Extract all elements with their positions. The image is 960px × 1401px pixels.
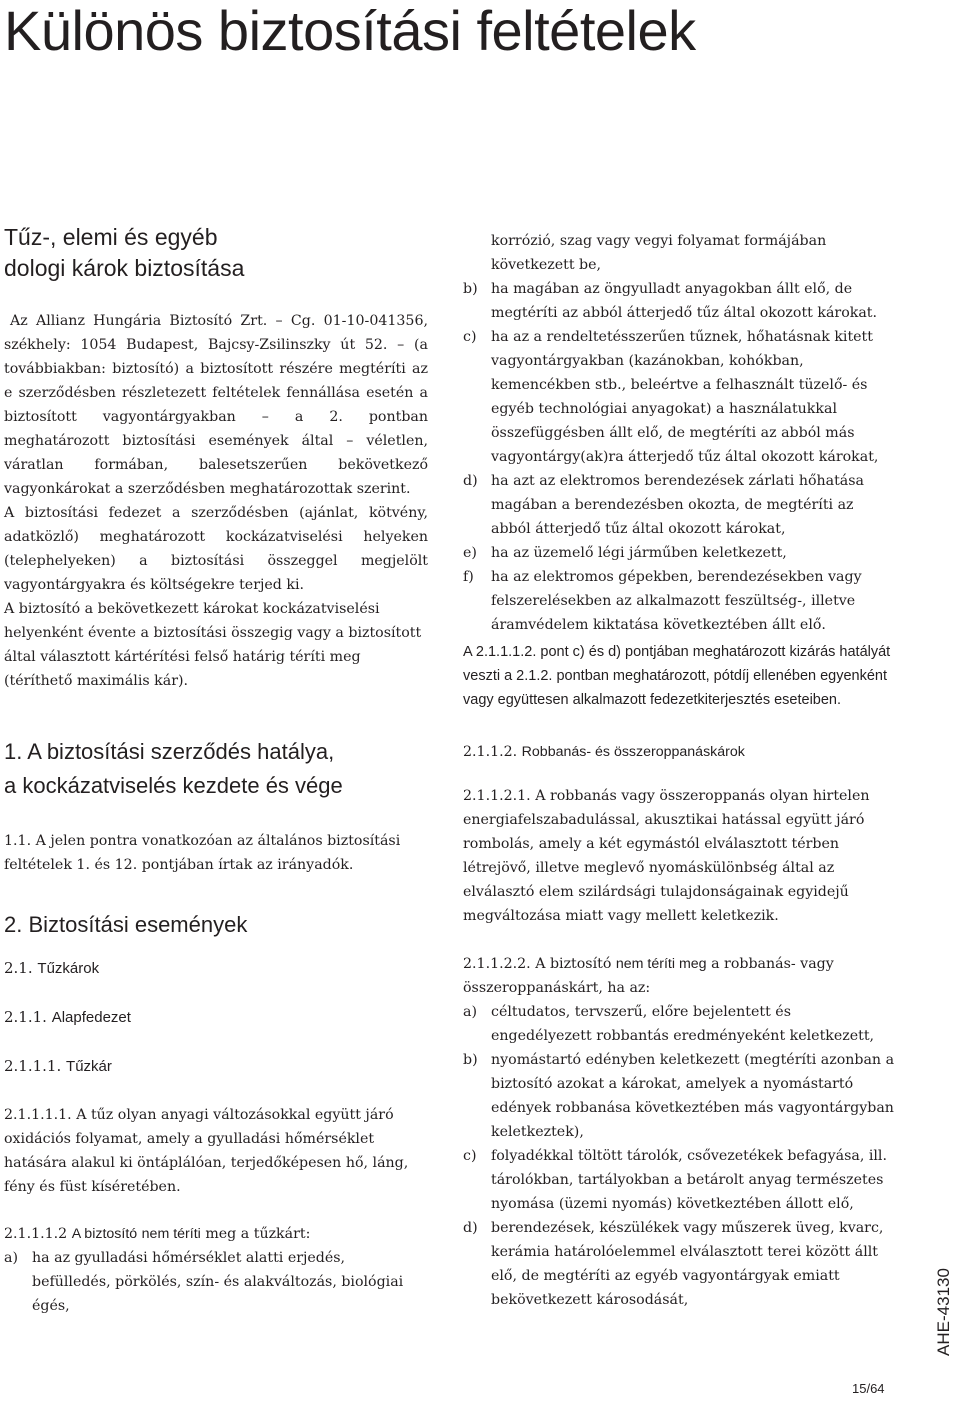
clause-2-1-1-2-1 bbox=[463, 784, 895, 928]
list-item-label: f) bbox=[463, 569, 474, 585]
list-item-text: nyomástartó edényben keletkezett (megtéríti azonban a biztosító azokat a károkat, amelyek a nyomástartó edények robbanása következtében más vagyontárgyban keletkeztek), bbox=[491, 1052, 895, 1140]
list-item bbox=[463, 469, 895, 541]
list-item-label: a) bbox=[4, 1250, 18, 1266]
clause-2-1-1-2-2-number: 2.1.1.2.2. bbox=[463, 956, 531, 972]
page-number: 15/64 bbox=[852, 1381, 885, 1396]
list-item bbox=[463, 277, 895, 325]
clause-2-1-1-1-2 bbox=[4, 1222, 428, 1246]
clause-2-1-1-2-1-text: A robbanás vagy összeroppanás olyan hirtelen energiafelszabadulással, akusztikai hatással együtt járó rombolás, amely a két egymástól elválasztott térben létrejövő, illetve meglevő nyomáskülönbség által az elválasztó elem szilárdsági tulajdonságainak egyidejű megváltozása miatt vagy mellett keletkezik. bbox=[463, 788, 870, 924]
list-item bbox=[463, 541, 895, 565]
clause-2-1-1-2-2 bbox=[463, 952, 895, 1000]
clause-2-1-1-2-1-number: 2.1.1.2.1. bbox=[463, 788, 531, 804]
document-code bbox=[930, 1262, 958, 1362]
section-title bbox=[4, 222, 428, 284]
section-title-line2: dologi károk biztosítása bbox=[4, 255, 245, 281]
clause-2-1-1-1-1 bbox=[4, 1103, 428, 1199]
clause-1-1: 1.1. A jelen pontra vonatkozóan az általános biztosítási feltételek 1. és 12. pontjában írtak az irányadók. bbox=[4, 833, 401, 873]
heading-2-1-1-2-title: Robbanás- és összeroppanáskárok bbox=[521, 744, 745, 760]
left-column bbox=[4, 222, 428, 1318]
list-item-text: céltudatos, tervszerű, előre bejelentett és engedélyezett robbantás eredményeként keletkezett, bbox=[491, 1004, 875, 1044]
intro-paragraph-1: Az Allianz Hungária Biztosító Zrt. – Cg. 01-10-041356, székhely: 1054 Budapest, Bajcsy-Zsilinszky út 52. – (a továbbiakban: biztosító) a biztosított részére megtéríti az e szerződésben részletezett feltételek fennállása esetén a biztosított vagyontárgyakban – a 2. pontban meghatározott biztosítási események által – véletlen, váratlan formában, balesetszerűen bekövetkező vagyonkárokat a szerződésben meghatározottak szerint. bbox=[4, 313, 428, 497]
list-item bbox=[463, 325, 895, 469]
clause-2-1-1-1-2-lead: A biztosító bbox=[71, 1226, 138, 1242]
heading-2-1-title: Tűzkárok bbox=[37, 960, 100, 977]
heading-2-1-1-1-number: 2.1.1.1. bbox=[4, 1057, 62, 1075]
explosion-exclusion-list bbox=[463, 1000, 895, 1312]
exclusion-note: A 2.1.1.1.2. pont c) és d) pontjában meghatározott kizárás hatályát veszti a 2.1.2. pontban meghatározott, pótdíj ellenében egyenként vagy együttesen alkalmazott fedezetkiterjesztés eseteiben. bbox=[463, 644, 891, 708]
list-item-label: d) bbox=[463, 473, 478, 489]
intro-paragraph-2: A biztosítási fedezet a szerződésben (ajánlat, kötvény, adatközlő) meghatározott kockázatviselési helyeken (telephelyeken) a biztosítási összeggel megjelölt vagyontárgyakra és költségekre terjed ki. bbox=[4, 505, 428, 593]
clause-2-1-1-2-2-lead: A biztosító bbox=[535, 956, 612, 972]
list-item-text: ha az elektromos gépekben, berendezésekben vagy felszerelésekben az alkalmazott feszültség-, illetve áramvédelem kiktatása következtében állt elő. bbox=[491, 569, 862, 633]
heading-1-line1: 1. A biztosítási szerződés hatálya, bbox=[4, 739, 335, 764]
document-code-text: AHE-43130 bbox=[934, 1268, 953, 1356]
list-item-text: ha az üzemelő légi járműben keletkezett, bbox=[491, 545, 787, 561]
heading-2-1 bbox=[4, 958, 428, 979]
clause-2-1-1-1-1-number: 2.1.1.1.1. bbox=[4, 1107, 72, 1123]
list-item bbox=[463, 1048, 895, 1144]
list-item-label: c) bbox=[463, 329, 477, 345]
heading-1 bbox=[4, 735, 428, 803]
list-item bbox=[463, 1144, 895, 1216]
continued-text: korrózió, szag vagy vegyi folyamat formájában következett be, bbox=[491, 233, 827, 273]
list-item bbox=[463, 1000, 895, 1048]
list-item-text: ha az gyulladási hőmérséklet alatti erjedés, befülledés, pörkölés, szín- és alakváltozás, biológiai égés, bbox=[32, 1250, 404, 1314]
heading-2-1-1-number: 2.1.1. bbox=[4, 1008, 47, 1026]
intro-paragraph-3: A biztosító a bekövetkezett károkat kockázatviselési helyenként évente a biztosítási összegig vagy a biztosított által választott kártérítési felső határig téríti meg (téríthető maximális kár). bbox=[4, 601, 422, 689]
heading-2-1-1-title: Alapfedezet bbox=[51, 1009, 131, 1026]
fire-exclusion-list-start bbox=[4, 1246, 428, 1318]
clause-2-1-1-1-2-number: 2.1.1.1.2 bbox=[4, 1226, 68, 1242]
list-item-label: c) bbox=[463, 1148, 477, 1164]
list-item-text: ha azt az elektromos berendezések zárlati hőhatása magában a berendezésben okozta, de megtéríti az abból átterjedő tűz által okozott károkat, bbox=[491, 473, 864, 537]
heading-2: 2. Biztosítási események bbox=[4, 912, 248, 937]
list-item-text: berendezések, készülékek vagy műszerek üveg, kvarc, kerámia határolóelemmel elválasztott terei között állt elő, de megtéríti az egyéb vagyontárgyak emiatt bekövetkezett károsodását, bbox=[491, 1220, 884, 1308]
list-item bbox=[463, 1216, 895, 1312]
list-item-text: ha az a rendeltetésszerűen tűznek, hőhatásnak kitett vagyontárgyakban (kazánokban, kohókban, kemencékben stb., beleértve a felhasznált tüzelő- és egyéb technológiai anyagokat) a használatukkal összefüggésben állt elő, de megtéríti az abból más vagyontárgy(ak)ra átterjedő tűz által okozott károkat, bbox=[491, 329, 879, 465]
heading-2-1-1-1-title: Tűzkár bbox=[66, 1058, 112, 1075]
list-item-label: b) bbox=[463, 281, 478, 297]
list-item-label: e) bbox=[463, 545, 477, 561]
heading-2-1-1-1 bbox=[4, 1056, 428, 1077]
list-item-label: b) bbox=[463, 1052, 478, 1068]
list-item-label: d) bbox=[463, 1220, 478, 1236]
right-column bbox=[463, 229, 895, 1312]
list-item-label: a) bbox=[463, 1004, 477, 1020]
fire-exclusion-list bbox=[463, 277, 895, 637]
heading-1-line2: a kockázatviselés kezdete és vége bbox=[4, 773, 343, 798]
heading-2-1-1-2 bbox=[463, 742, 895, 762]
clause-2-1-1-1-2-emphasis: nem téríti bbox=[141, 1226, 201, 1242]
list-item-text: ha magában az öngyulladt anyagokban állt elő, de megtéríti az abból átterjedő tűz által okozott károkat. bbox=[491, 281, 877, 321]
list-item-text: folyadékkal töltött tárolók, csővezetékek befagyása, ill. tárolókban, tartályokban a betárolt anyag természetes nyomása (üzemi nyomás) következtében állott elő, bbox=[491, 1148, 887, 1212]
clause-2-1-1-1-1-text: A tűz olyan anyagi változásokkal együtt járó oxidációs folyamat, amely a gyulladási hőmérséklet hatására alakul ki öntáplálóan, terjedőképesen hő, láng, fény és füst kíséretében. bbox=[4, 1107, 409, 1195]
heading-2-1-number: 2.1. bbox=[4, 959, 33, 977]
clause-2-1-1-1-2-rest: meg a tűzkárt: bbox=[205, 1226, 311, 1242]
section-title-line1: Tűz-, elemi és egyéb bbox=[4, 224, 218, 250]
page-title: Különös biztosítási feltételek bbox=[4, 0, 696, 62]
heading-2-1-1-2-number: 2.1.1.2. bbox=[463, 744, 518, 760]
heading-2-1-1 bbox=[4, 1007, 428, 1028]
list-item bbox=[463, 565, 895, 637]
list-item bbox=[4, 1246, 428, 1318]
clause-2-1-1-2-2-emphasis: nem téríti meg bbox=[615, 956, 707, 972]
clause-2-1-1-2-2-rest: a robbanás- vagy összeroppanáskárt, ha az: bbox=[463, 956, 834, 996]
